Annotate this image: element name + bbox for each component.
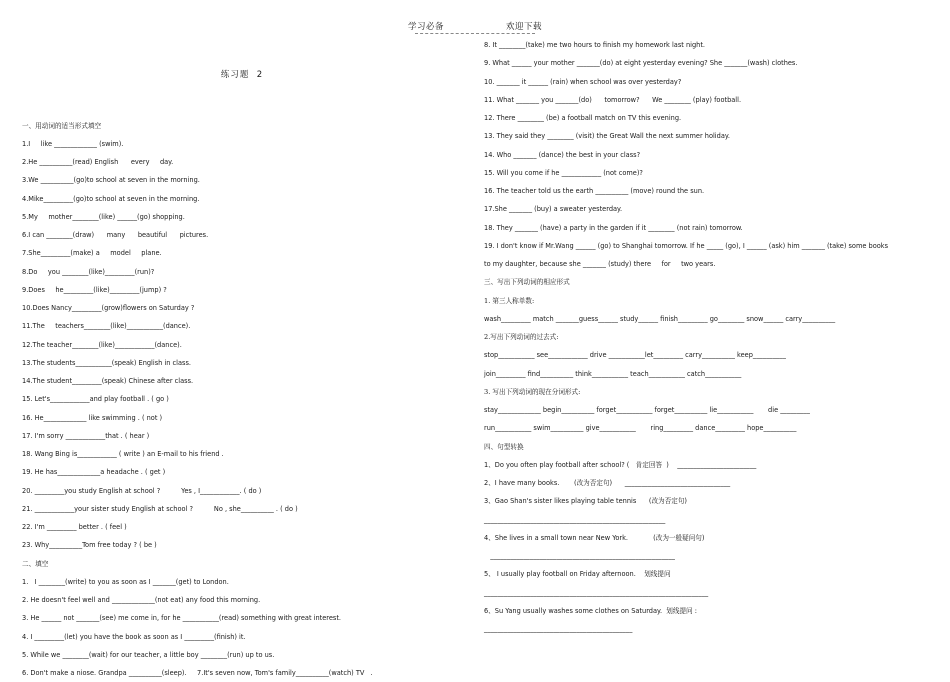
exercise-line: 9. What ______ your mother _______(do) at eight yesterday evening? She _______(wash) clothes. [484, 59, 798, 68]
page-header [0, 20, 950, 32]
exercise-line: 16. He_____________ like swimming . ( not ) [22, 413, 163, 422]
exercise-line: 14. Who _______ (dance) the best in your class? [484, 150, 641, 159]
exercise-line: 19. He has_____________a headache . ( get ) [22, 468, 166, 477]
exercise-line: 10.Does Nancy_________(grow)flowers on Saturday ? [22, 304, 195, 312]
exercise-line: 18. They _______ (have) a party in the garden if it ________ (not rain) tomorrow. [484, 223, 743, 232]
exercise-line: 13.The students___________(speak) English in class. [22, 358, 192, 367]
exercise-line: 12.The teacher________(like)____________(dance). [22, 340, 182, 349]
section-heading: 3. 写出下列动词的现在分词形式: [484, 387, 581, 396]
exercise-line: 7.She_________(make) a model plane. [22, 249, 162, 258]
section-heading: 1. 第三人称单数: [484, 296, 535, 305]
exercise-line: 5.My mother________(like) ______(go) shopping. [22, 212, 185, 221]
exercise-line: 17. I'm sorry ____________that . ( hear ) [22, 431, 150, 440]
exercise-line: 3. He ______ not _______(see) me come in, for he ___________(read) something with great interest. [22, 614, 342, 623]
exercise-line: 2. He doesn't feel well and _____________(not eat) any food this morning. [22, 596, 261, 604]
exercise-line: 22. I'm _________ better . ( feel ) [22, 523, 127, 531]
exercise-line: 5. While we ________(wait) for our teacher, a little boy ________(run) up to us. [22, 650, 275, 659]
exercise-line: 8.Do you ________(like)_________(run)? [22, 267, 155, 276]
exercise-line: _____________________________________________ [484, 625, 633, 633]
exercise-line: 1、Do you often play football after school? ( 肯定回答 ) ________________________ [484, 460, 757, 469]
exercise-line: 11. What _______ you _______(do) tomorrow? We ________ (play) football. [484, 95, 742, 104]
exercise-line: _______________________________________________________ [484, 515, 666, 524]
exercise-line: 20. _________you study English at school ? Yes , I____________. ( do ) [22, 486, 262, 495]
exercise-line: 10. _______ it ______ (rain) when school was over yesterday? [484, 77, 682, 86]
exercise-line: 13. They said they ________ (visit) the Great Wall the next summer holiday. [484, 132, 730, 141]
left-column [22, 68, 462, 682]
worksheet-title: 练习题 2 [220, 70, 264, 80]
exercise-line: 6、Su Yang usually washes some clothes on Saturday. 划线提问 : [484, 606, 697, 615]
exercise-line: to my daughter, because she _______ (study) there for two years. [484, 260, 716, 268]
exercise-line: ____________________________________________________________________ [484, 588, 709, 597]
exercise-line: 6.I can ________(draw) many beautiful pictures. [22, 231, 209, 239]
exercise-line: 17.She _______ (buy) a sweater yesterday. [484, 205, 623, 214]
exercise-line: 4、She lives in a small town near New York. (改为一般疑问句) [484, 533, 705, 542]
exercise-line: 4.Mike_________(go)to school at seven in the morning. [22, 194, 200, 203]
header-divider [415, 33, 535, 34]
exercise-line: 21. ____________your sister study English at school ? No , she__________ . ( do ) [22, 504, 298, 513]
exercise-line: run___________ swim__________ give___________ ring_________ dance_________ hope__________ [484, 424, 797, 433]
exercise-line: 6. Don't make a niose. Grandpa __________(sleep). 7.It's seven now, Tom's family__________(watch) TV . [22, 669, 373, 677]
exercise-line: join_________ find__________ think___________ teach___________ catch___________ [484, 369, 742, 378]
exercise-line: 2、I have many books. (改为否定句) ________________________________ [484, 479, 731, 487]
exercise-line: 4. I _________(let) you have the book as soon as I _________(finish) it. [22, 632, 246, 641]
exercise-line: stay_____________ begin__________ forget___________ forget__________ lie___________ die _________ [484, 406, 810, 414]
section-heading: 三、写出下列动词的相应形式 [484, 278, 570, 287]
exercise-line: 3、Gao Shan's sister likes playing table tennis (改为否定句) [484, 497, 687, 506]
section-heading: 二、填空 [22, 559, 49, 568]
exercise-line: 23. Why__________Tom free today ? ( be ) [22, 541, 157, 550]
exercise-line: 9.Does he_________(like)_________(jump) ? [22, 285, 167, 294]
exercise-line: 3.We __________(go)to school at seven in the morning. [22, 176, 200, 185]
exercise-line: 11.The teachers________(like)___________(dance). [22, 322, 191, 331]
exercise-line: wash_________ match _______guess______ study______ finish_________ go________ snow______ carry__________ [484, 314, 836, 323]
right-column [484, 36, 924, 638]
exercise-line: 18. Wang Bing is____________ ( write ) an E-mail to his friend . [22, 450, 224, 458]
exercise-line: 1. I ________(write) to you as soon as I _______(get) to London. [22, 577, 229, 586]
exercise-line: ________________________________________________________ [484, 552, 675, 560]
exercise-line: 19. I don't know if Mr.Wang ______ (go) to Shanghai tomorrow. If he _____ (go), I ______ (ask) him _______ (take) some books [484, 241, 889, 250]
exercise-line: stop___________ see____________ drive ___________let_________ carry__________ keep__________ [484, 351, 786, 360]
exercise-line: 16. The teacher told us the earth __________ (move) round the sun. [484, 187, 705, 195]
section-heading: 一、用动词的适当形式填空 [22, 121, 102, 130]
section-heading: 四、句型转换 [484, 442, 524, 451]
header-left: 学习必备 [407, 22, 444, 32]
exercise-line: 14.The student_________(speak) Chinese after class. [22, 377, 194, 385]
exercise-line: 1.I like _____________ (swim). [22, 139, 124, 148]
exercise-line: 8. It ________(take) me two hours to finish my homework last night. [484, 41, 706, 49]
section-heading: 2.写出下列动词的过去式: [484, 333, 559, 341]
header-right: 欢迎下载 [506, 22, 543, 32]
exercise-line: 5、 I usually play football on Friday afternoon. 划线提问 [484, 570, 671, 579]
exercise-line: 15. Will you come if he ____________ (not come)? [484, 168, 643, 177]
exercise-line: 12. There ________ (be) a football match on TV this evening. [484, 114, 682, 122]
exercise-line: 15. Let's____________and play football . ( go ) [22, 395, 169, 404]
exercise-line: 2.He __________(read) English every day. [22, 158, 174, 166]
